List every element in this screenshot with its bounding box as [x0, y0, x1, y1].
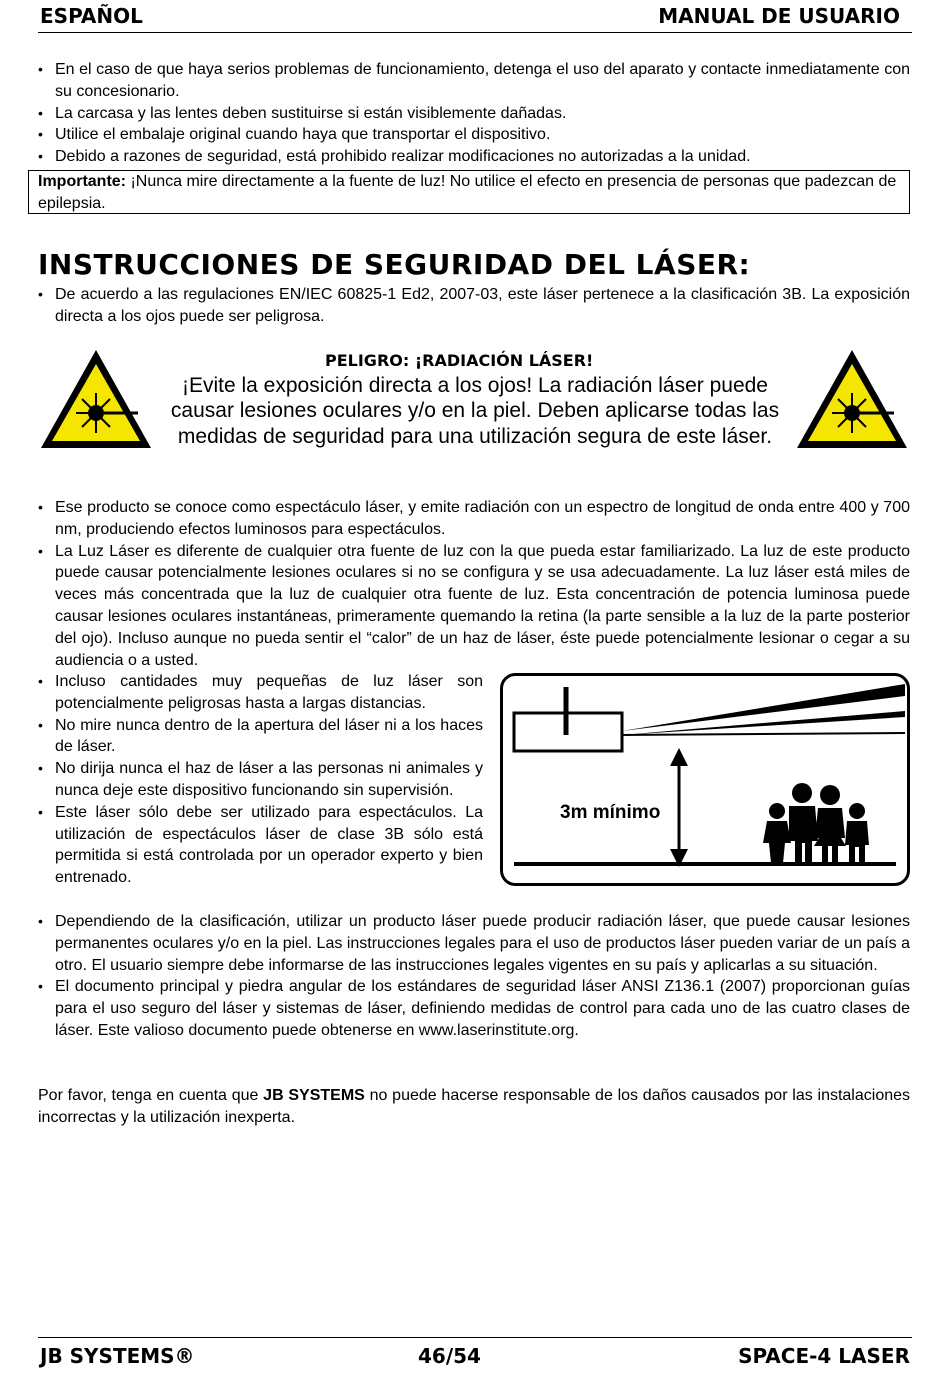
list-item: • La Luz Láser es diferente de cualquier otra fuente de luz con la que pueda estar familiarizado. La luz de este producto puede causar potencialmente lesiones oculares si no se configura y se usa adecuadamente. La luz láser está miles de veces más concentrada que la luz de cualquier otra fuente de luz. Esta concentración de potencia luminosa puede causar lesiones oculares instantáneas, primeramente quemando la retina (la parte sensible a la luz de la parte posterior del ojo). Incluso aunque no pueda sentir el “calor” de un haz de láser, éste puede potencialmente lesionar o cegar a su audiencia o a usted.: [38, 541, 910, 672]
top-bullet-list: [38, 59, 910, 168]
laser-info-list: [38, 497, 910, 671]
important-text: ¡Nunca mire directamente a la fuente de luz! No utilice el efecto en presencia de personas que padezcan de epilepsia.: [38, 173, 897, 212]
minimum-height-label: 3m mínimo: [560, 802, 661, 823]
list-item: • No mire nunca dentro de la apertura del láser ni a los haces de láser.: [38, 715, 483, 759]
page-footer: [38, 1337, 912, 1378]
important-note-box: [28, 170, 910, 214]
minimum-height-diagram: [500, 673, 910, 886]
important-label: Importante:: [38, 173, 126, 190]
closing-text-end: no puede hacerse responsable de los daños causados por las instalaciones incorrectas y la utilización inexperta.: [38, 1087, 911, 1126]
list-item: • Incluso cantidades muy pequeñas de luz láser son potencialmente peligrosas hasta a largas distancias.: [38, 671, 483, 715]
brand-name: JB SYSTEMS: [263, 1087, 365, 1104]
list-item: • Ese producto se conoce como espectáculo láser, y emite radiación con un espectro de longitud de onda entre 400 y 700 nm, produciendo efectos luminosos para espectáculos.: [38, 497, 910, 541]
danger-title: PELIGRO: ¡RADIACIÓN LÁSER!: [325, 351, 594, 370]
list-item: • En el caso de que haya serios problemas de funcionamiento, detenga el uso del aparato y contacte inmediatamente con su concesionario.: [38, 59, 910, 103]
closing-paragraph: [38, 1085, 910, 1129]
regulation-list: [38, 284, 910, 328]
list-item: • El documento principal y piedra angular de los estándares de seguridad láser ANSI Z136.1 (2007) proporcionan guías para el uso seguro del láser y sistemas de láser, definiendo medidas de control para cada uno de las cuatro clases de láser. Este valioso documento puede obtenerse en www.laserinstitute.org.: [38, 976, 910, 1041]
header-title: MANUAL DE USUARIO: [658, 4, 900, 28]
danger-text: ¡Evite la exposición directa a los ojos! La radiación láser puede causar lesiones oculares y/o en la piel. Deben aplicarse todas las medidas de seguridad para una utilización segura de este láser.: [170, 374, 780, 448]
page-number: 46/54: [418, 1344, 481, 1368]
list-item: • Este láser sólo debe ser utilizado para espectáculos. La utilización de espectáculos láser de clase 3B sólo está permitida si está controlada por un operador experto y bien entrenado.: [38, 802, 483, 889]
laser-warning-icon: [38, 347, 154, 451]
page-header: [38, 2, 912, 33]
closing-text-start: Por favor, tenga en cuenta que: [38, 1087, 264, 1104]
list-item: • Debido a razones de seguridad, está prohibido realizar modificaciones no autorizadas a la unidad.: [38, 146, 910, 168]
list-item: • Utilice el embalaje original cuando haya que transportar el dispositivo.: [38, 124, 910, 146]
footer-brand: JB SYSTEMS®: [40, 1344, 195, 1368]
diagram-drawing: [500, 673, 910, 886]
laser-warning-icon: [794, 347, 910, 451]
section-title: INSTRUCCIONES DE SEGURIDAD DEL LÁSER:: [38, 248, 751, 281]
header-language: ESPAÑOL: [40, 4, 143, 28]
list-item: • No dirija nunca el haz de láser a las personas ni animales y nunca deje este dispositivo funcionando sin supervisión.: [38, 758, 483, 802]
side-bullet-list: [38, 671, 483, 889]
footer-product: SPACE-4 LASER: [738, 1344, 910, 1368]
list-item: • Dependiendo de la clasificación, utilizar un producto láser puede producir radiación láser, que puede causar lesiones permanentes oculares y/o en la piel. Las instrucciones legales para el uso de productos láser pueden variar de un país a otro. El usuario siempre debe informarse de las instrucciones legales vigentes en su país y aplicarlas a su situación.: [38, 911, 910, 976]
list-item: • La carcasa y las lentes deben sustituirse si están visiblemente dañadas.: [38, 103, 910, 125]
bottom-bullet-list: [38, 911, 910, 1042]
list-item: • De acuerdo a las regulaciones EN/IEC 60825-1 Ed2, 2007-03, este láser pertenece a la clasificación 3B. La exposición directa a los ojos puede ser peligrosa.: [38, 284, 910, 328]
